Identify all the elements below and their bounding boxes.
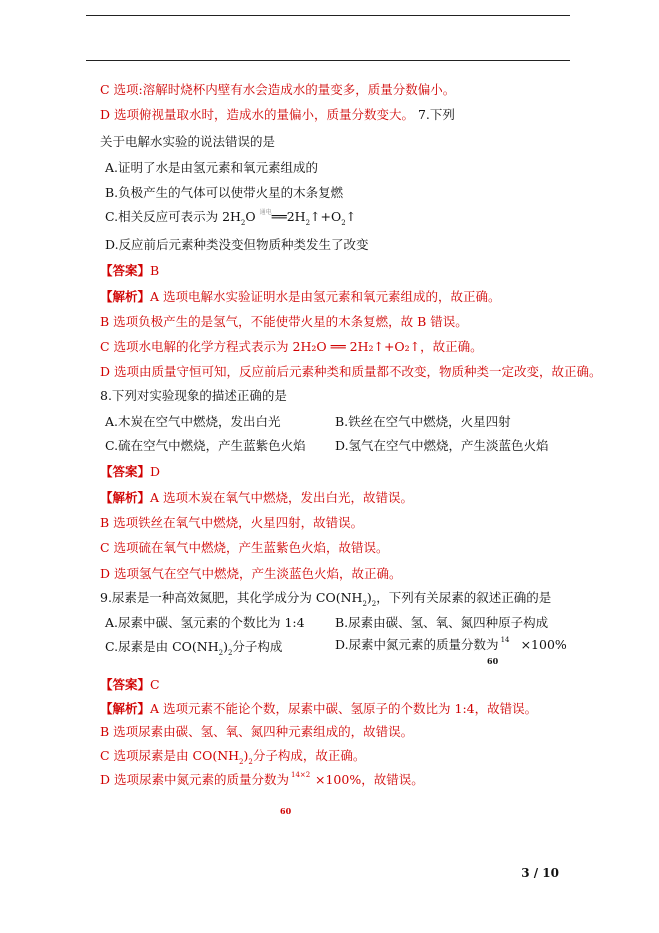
q7-option-c-product2: ↑+O (310, 209, 342, 224)
analysis-tag: 【解析】 (100, 289, 151, 304)
fraction-numerator: 14 (500, 635, 510, 644)
q9-option-a: A.尿素中碳、氢元素的个数比为 1:4 (105, 615, 305, 630)
analysis-tag: 【解析】 (100, 490, 151, 505)
q7-option-c-text: C.相关反应可表示为 2H (105, 209, 241, 224)
option-d-explanation-line (100, 107, 455, 123)
question-9-stem (100, 590, 551, 608)
q9-analysis-a: A 选项元素不能论个数，尿素中碳、氢原子的个数比为 1:4，故错误。 (150, 701, 538, 716)
q7-option-b: B.负极产生的气体可以使带火星的木条复燃 (105, 185, 344, 200)
q9-analysis-c-sub: 2 (239, 758, 244, 766)
question-7-stem: 关于电解水实验的说法错误的是 (100, 134, 276, 149)
q9-answer-line (100, 677, 160, 693)
q7-analysis-a: A 选项电解水实验证明水是由氢元素和氧元素组成的，故正确。 (150, 289, 501, 304)
q8-answer-line (100, 464, 160, 480)
q8-analysis-a: A 选项木炭在氧气中燃烧，发出白光，故错误。 (150, 490, 414, 505)
q8-analysis-b: B 选项铁丝在氧气中燃烧，火星四射，故错误。 (100, 515, 364, 530)
q7-analysis-c: C 选项水电解的化学方程式表示为 2H₂O ══ 2H₂↑+O₂↑，故正确。 (100, 339, 483, 354)
q8-option-d: D.氢气在空气中燃烧，产生淡蓝色火焰 (335, 438, 549, 453)
q9-option-c-end: 分子构成 (232, 639, 283, 654)
answer-tag: 【答案】 (100, 677, 151, 692)
q9-stem-text: 9.尿素是一种高效氮肥，其化学成分为 CO(NH (100, 590, 363, 605)
page-number: 3 / 10 (521, 866, 559, 880)
fraction (499, 635, 521, 654)
q8-analysis-d: D 选项氢气在空气中燃烧，产生淡蓝色火焰，故正确。 (100, 566, 402, 581)
q9-option-c-sub: 2 (218, 649, 224, 657)
q7-analysis-a-line (100, 289, 501, 305)
answer-tag: 【答案】 (100, 263, 151, 278)
option-c-explanation: C 选项:溶解时烧杯内壁有水会造成水的量变多，质量分数偏小。 (100, 82, 456, 97)
equation-arrow: ══ (271, 209, 287, 224)
answer-tag: 【答案】 (100, 464, 151, 479)
q7-answer-line (100, 263, 159, 279)
q9-option-d-text: D.尿素中氮元素的质量分数为 (335, 637, 499, 652)
header-rule (86, 60, 570, 61)
q9-option-d (335, 637, 567, 654)
fraction (289, 770, 315, 789)
q9-option-b: B.尿素由碳、氢、氧、氮四种原子构成 (335, 615, 549, 630)
q8-analysis-a-line (100, 490, 413, 506)
q9-analysis-c-text: C 选项尿素是由 CO(NH (100, 748, 240, 763)
q9-analysis-d-end: ×100%，故错误。 (315, 772, 424, 787)
reaction-condition: 通电 (259, 209, 272, 216)
q9-option-c-text: C.尿素是由 CO(NH (105, 639, 219, 654)
q9-analysis-a-line (100, 701, 537, 717)
q9-analysis-b: B 选项尿素由碳、氢、氧、氮四种元素组成的，故错误。 (100, 724, 414, 739)
q8-option-a: A.木炭在空气中燃烧，发出白光 (105, 414, 281, 429)
q7-option-c: C.相关反应可表示为 $2H_2O$ $^{通电}══2H_2↑+O_2↑$ (105, 209, 357, 227)
q7-answer: B (150, 263, 160, 278)
question-8-stem: 8.下列对实验现象的描述正确的是 (100, 388, 287, 403)
q9-analysis-d (100, 772, 424, 789)
option-d-explanation: D 选项俯视量取水时，造成水的量偏小，质量分数变大。 (100, 107, 414, 122)
q9-stem-end: ，下列有关尿素的叙述正确的是 (376, 590, 552, 605)
fraction-numerator: 14×2 (291, 770, 311, 779)
q7-analysis-d: D 选项由质量守恒可知，反应前后元素种类和质量都不改变，物质种类一定改变，故正确。 (100, 364, 602, 379)
analysis-tag: 【解析】 (100, 701, 151, 716)
q9-stem-sub: 2 (362, 600, 367, 608)
q7-option-c-uparrow: ↑ (345, 209, 357, 224)
q8-answer: D (150, 464, 161, 479)
q9-analysis-d-denominator: 60 (280, 806, 292, 816)
q9-stem-sub2: 2 (371, 600, 377, 608)
q7-option-a: A.证明了水是由氢元素和氧元素组成的 (105, 160, 319, 175)
q9-stem-close: ) (366, 590, 372, 605)
q9-analysis-c (100, 748, 365, 766)
q9-analysis-c-sub2: 2 (248, 758, 253, 766)
q7-option-c-oxygen: O (245, 209, 256, 224)
q9-analysis-c-close: ) (243, 748, 249, 763)
q9-analysis-c-end: 分子构成，故正确。 (252, 748, 366, 763)
q9-option-c-sub2: 2 (227, 649, 233, 657)
question-7-number: 7.下列 (414, 107, 455, 122)
q9-answer: C (150, 677, 160, 692)
q9-option-c (105, 639, 282, 657)
q7-option-c-product: 2H (286, 209, 306, 224)
q9-option-d-end: ×100% (520, 637, 567, 652)
q8-analysis-c: C 选项硫在氧气中燃烧，产生蓝紫色火焰，故错误。 (100, 540, 389, 555)
q9-option-c-close: ) (223, 639, 228, 654)
q9-analysis-d-text: D 选项尿素中氮元素的质量分数为 (100, 772, 289, 787)
q7-option-d: D.反应前后元素种类没变但物质种类发生了改变 (105, 237, 369, 252)
q9-option-d-denominator: 60 (487, 656, 499, 666)
top-rule (86, 15, 570, 16)
q8-option-c: C.硫在空气中燃烧，产生蓝紫色火焰 (105, 438, 306, 453)
q7-analysis-b: B 选项负极产生的是氢气，不能使带火星的木条复燃，故 B 错误。 (100, 314, 468, 329)
q8-option-b: B.铁丝在空气中燃烧，火星四射 (335, 414, 511, 429)
